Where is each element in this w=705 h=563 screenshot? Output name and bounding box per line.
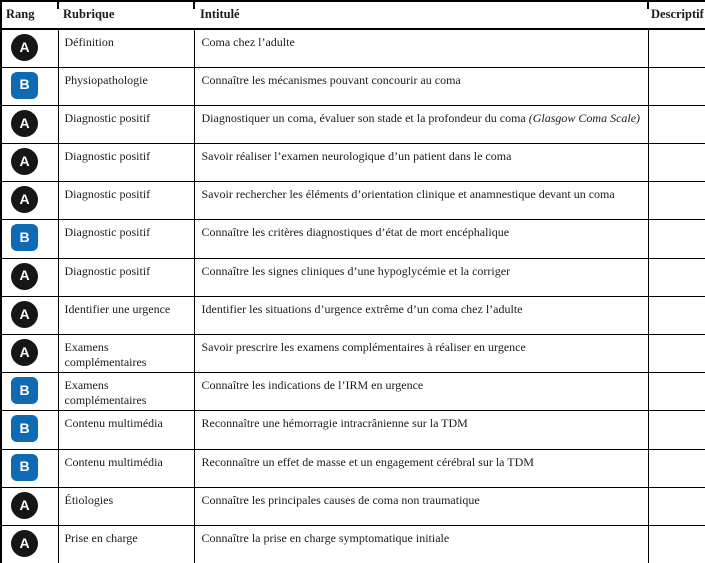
table-row [1, 220, 705, 258]
rubrique-cell: Identifier une urgence [58, 296, 194, 334]
descriptif-cell [648, 67, 705, 105]
intitule-text: Savoir prescrire les examens complémentaires à réaliser en urgence [201, 340, 526, 354]
intitule-cell [194, 525, 648, 563]
table-row [1, 335, 705, 373]
column-header-rang: Rang [1, 1, 58, 29]
rubrique-cell: Diagnostic positif [58, 182, 194, 220]
intitule-text: Connaître les mécanismes pouvant concourir au coma [201, 72, 461, 87]
intitule-cell [194, 105, 648, 143]
descriptif-cell [648, 411, 705, 449]
column-header-intitule: Intitulé [194, 1, 648, 29]
rubrique-cell: Définition [58, 29, 194, 67]
table-row [1, 525, 705, 563]
intitule-text: Connaître la prise en charge symptomatique initiale [201, 530, 450, 545]
intitule-text: Connaître les principales causes de coma non traumatique [201, 492, 480, 507]
rank-b-badge: B [11, 454, 38, 481]
intitule-text: Reconnaître un effet de masse et un engagement cérébral sur la TDM [201, 454, 534, 469]
descriptif-cell [648, 525, 705, 563]
intitule-text: Coma chez l’adulte [201, 35, 295, 49]
intitule-cell [194, 258, 648, 296]
intitule-cell [194, 296, 648, 334]
descriptif-cell [648, 182, 705, 220]
rubrique-cell: Diagnostic positif [58, 144, 194, 182]
rubrique-cell: Prise en charge [58, 525, 194, 563]
table-row [1, 411, 705, 449]
intitule-cell [194, 449, 648, 487]
intitule-cell [194, 182, 648, 220]
rang-cell [1, 411, 58, 449]
rang-cell [1, 449, 58, 487]
descriptif-cell [648, 144, 705, 182]
rubrique-cell: Diagnostic positif [58, 105, 194, 143]
descriptif-cell [648, 335, 705, 373]
descriptif-cell [648, 258, 705, 296]
table-row [1, 449, 705, 487]
descriptif-cell [648, 487, 705, 525]
rang-cell [1, 29, 58, 67]
table-row [1, 373, 705, 411]
rubrique-cell: Examens complémentaires [58, 335, 194, 373]
intitule-text: Savoir rechercher les éléments d’orientation clinique et anamnestique devant un coma [201, 187, 615, 202]
rank-b-badge: B [11, 224, 38, 251]
rank-a-badge: A [11, 301, 38, 328]
intitule-text: Reconnaître une hémorragie intracrânienne sur la TDM [201, 416, 468, 431]
descriptif-cell [648, 373, 705, 411]
table-row [1, 67, 705, 105]
rank-a-badge: A [11, 186, 38, 213]
rang-cell [1, 105, 58, 143]
descriptif-cell [648, 449, 705, 487]
rang-cell [1, 144, 58, 182]
intitule-text: Savoir réaliser l’examen neurologique d’un patient dans le coma [201, 149, 512, 164]
rank-a-badge: A [11, 34, 38, 61]
table-header [1, 1, 705, 29]
rubrique-cell: Diagnostic positif [58, 258, 194, 296]
intitule-cell [194, 335, 648, 373]
intitule-cell [194, 29, 648, 67]
intitule-cell [194, 373, 648, 411]
intitule-text: Connaître les signes cliniques d’une hypoglycémie et la corriger [201, 263, 511, 278]
rank-b-badge: B [11, 415, 38, 442]
rubrique-cell: Examens complémentaires [58, 373, 194, 411]
table-row [1, 487, 705, 525]
table-row [1, 105, 705, 143]
rubrique-cell: Diagnostic positif [58, 220, 194, 258]
column-header-rubrique: Rubrique [58, 1, 194, 29]
intitule-cell [194, 144, 648, 182]
header-row [1, 1, 705, 29]
rubrique-cell: Contenu multimédia [58, 411, 194, 449]
rank-a-badge: A [11, 530, 38, 557]
intitule-cell [194, 220, 648, 258]
intitule-text: Connaître les indications de l’IRM en urgence [201, 378, 424, 393]
rang-cell [1, 525, 58, 563]
rubrique-cell: Contenu multimédia [58, 449, 194, 487]
rank-a-badge: A [11, 263, 38, 290]
rang-cell [1, 67, 58, 105]
intitule-text: Connaître les critères diagnostiques d’état de mort encéphalique [201, 225, 510, 240]
rank-a-badge: A [11, 339, 38, 366]
table-row [1, 296, 705, 334]
intitule-text: Diagnostiquer un coma, évaluer son stade et la profondeur du coma [201, 110, 529, 125]
rang-cell [1, 373, 58, 411]
descriptif-cell [648, 220, 705, 258]
rubrique-cell: Physiopathologie [58, 67, 194, 105]
descriptif-cell [648, 296, 705, 334]
descriptif-cell [648, 29, 705, 67]
rubrique-cell: Étiologies [58, 487, 194, 525]
table-body [1, 29, 705, 563]
rang-cell [1, 487, 58, 525]
column-header-descriptif: Descriptif [648, 1, 705, 29]
table-row [1, 29, 705, 67]
descriptif-cell [648, 105, 705, 143]
table-row [1, 144, 705, 182]
rang-cell [1, 335, 58, 373]
rank-a-badge: A [11, 148, 38, 175]
rang-cell [1, 182, 58, 220]
table-row [1, 182, 705, 220]
intitule-italic-text: (Glasgow Coma Scale) [528, 110, 641, 125]
intitule-cell [194, 487, 648, 525]
table-row [1, 258, 705, 296]
rank-b-badge: B [11, 72, 38, 99]
rang-cell [1, 296, 58, 334]
intitule-cell [194, 67, 648, 105]
intitule-text: Identifier les situations d’urgence extrême d’un coma chez l’adulte [201, 301, 523, 316]
rank-b-badge: B [11, 377, 38, 404]
rang-cell [1, 258, 58, 296]
rank-a-badge: A [11, 492, 38, 519]
rang-cell [1, 220, 58, 258]
rank-a-badge: A [11, 110, 38, 137]
intitule-cell [194, 411, 648, 449]
